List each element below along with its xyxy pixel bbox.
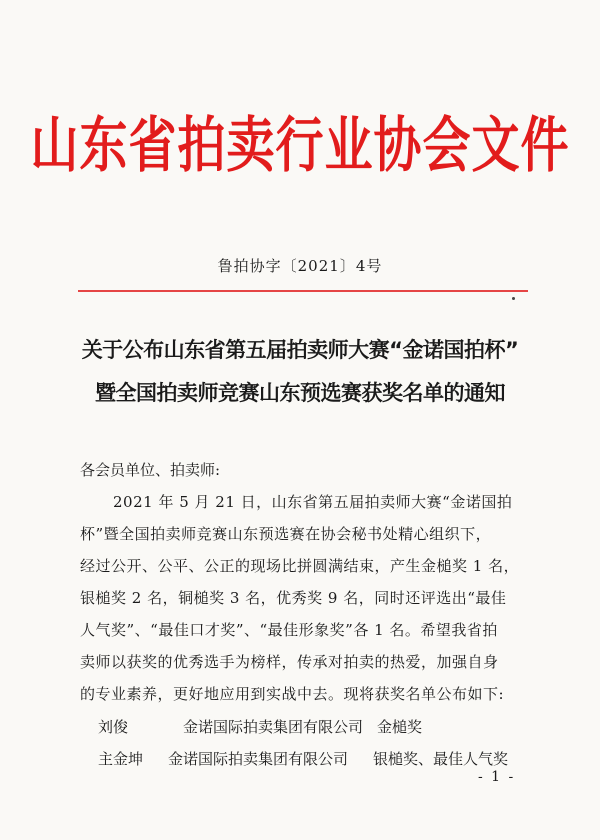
body-line: 经过公开、公平、公正的现场比拼圆满结束，产生金槌奖 1 名， [80, 557, 520, 575]
body-line: 的专业素养，更好地应用到实战中去。现将获奖名单公布如下: [80, 685, 505, 703]
body-line: 银槌奖 2 名，铜槌奖 3 名，优秀奖 9 名，同时还评选出“最佳 [80, 589, 507, 607]
red-divider-line [78, 290, 528, 292]
winner-award: 金槌奖 [377, 718, 423, 736]
winner-company: 金诺国际拍卖集团有限公司 [168, 750, 349, 768]
body-line: 卖师以获奖的优秀选手为榜样，传承对拍卖的热爱，加强自身 [80, 653, 499, 671]
notice-title-line-2: 暨全国拍卖师竞赛山东预选赛获奖名单的通知 [95, 381, 505, 405]
body-line: 2021 年 5 月 21 日，山东省第五届拍卖师大赛“金诺国拍 [113, 493, 513, 511]
body-line: 杯”暨全国拍卖师竞赛山东预选赛在协会秘书处精心组织下， [80, 525, 492, 543]
notice-title-line-1: 关于公布山东省第五届拍卖师大赛“金诺国拍杯” [81, 338, 519, 362]
page-number: - 1 - [478, 769, 516, 785]
winner-company: 金诺国际拍卖集团有限公司 [183, 718, 364, 736]
scan-dot-mark [512, 297, 515, 300]
document-number: 鲁拍协字〔2021〕4号 [217, 257, 383, 275]
salutation: 各会员单位、拍卖师: [80, 461, 221, 479]
org-document-title: 山东省拍卖行业协会文件 [30, 111, 570, 181]
body-line: 人气奖”、“最佳口才奖”、“最佳形象奖”各 1 名。希望我省拍 [80, 621, 498, 639]
winner-name: 主金坤 [98, 750, 144, 768]
winner-name: 刘俊 [98, 718, 129, 736]
winner-award: 银槌奖、最佳人气奖 [373, 750, 509, 768]
